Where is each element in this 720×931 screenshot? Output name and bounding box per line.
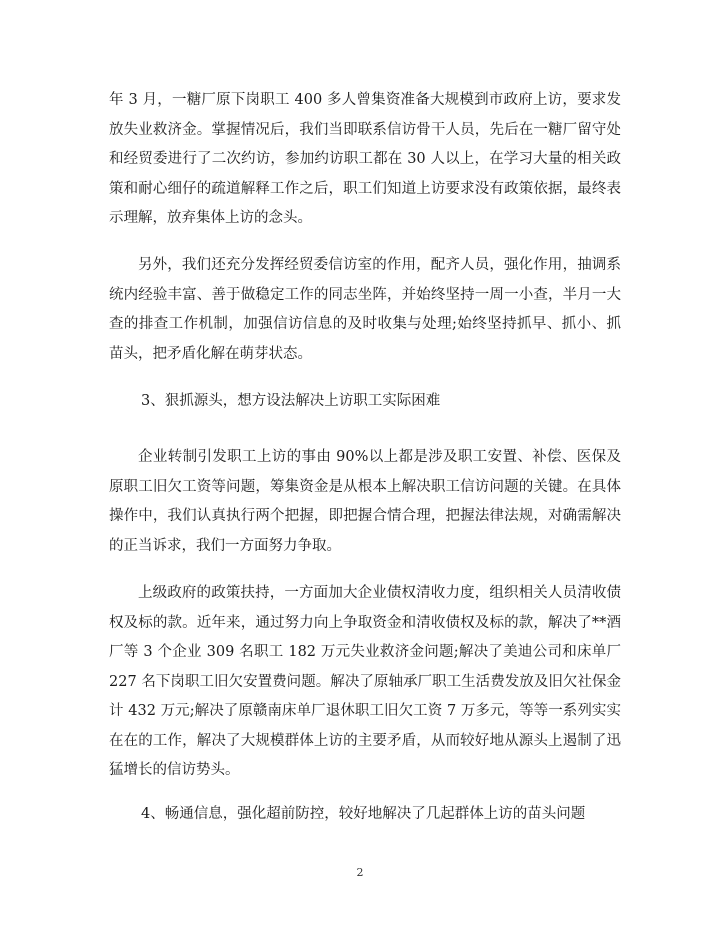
paragraph-4: 上级政府的政策扶持，一方面加大企业债权清收力度，组织相关人员清收债权及标的款。近年来，通过努力向上争取资金和清收债权及标的款，解决了**酒厂等 3 个企业 309 名职工 182 万元失业救济金问题;解决了美迪公司和床单厂 227 名下岗职工旧欠安置费问题。解决了原轴承厂职工生活费发放及旧欠社保金计 432 万元;解决了原赣南床单厂退休职工旧欠工资 7 万多元，等等一系列实实在在的工作，解决了大规模群体上访的主要矛盾，从而较好地从源头上遏制了迅猛增长的信访势头。 [109, 585, 621, 778]
paragraph-3: 企业转制引发职工上访的事由 90%以上都是涉及职工安置、补偿、医保及原职工旧欠工资等问题，筹集资金是从根本上解决职工信访问题的关键。在具体操作中，我们认真执行两个把握，即把握合情合理，把握法律法规，对确需解决的正当诉求，我们一方面努力争取。 [109, 449, 621, 554]
paragraph-1: 年 3 月，一糖厂原下岗职工 400 多人曾集资准备大规模到市政府上访，要求发放失业救济金。掌握情况后，我们当即联系信访骨干人员，先后在一糖厂留守处和经贸委进行了二次约访，参加约访职工都在 30 人以上，在学习大量的相关政策和耐心细仔的疏道解释工作之后，职工们知道上访要求没有政策依据，最终表示理解，放弃集体上访的念头。 [109, 92, 621, 226]
section-heading-4: 4、畅通信息，强化超前防控，较好地解决了几起群体上访的苗头问题 [141, 806, 586, 822]
page-number: 2 [356, 866, 364, 879]
section-heading-3: 3、狠抓源头，想方设法解决上访职工实际困难 [141, 393, 441, 409]
paragraph-2: 另外，我们还充分发挥经贸委信访室的作用，配齐人员，强化作用，抽调系统内经验丰富、善于做稳定工作的同志坐阵，并始终坚持一周一小查，半月一大查的排查工作机制，加强信访信息的及时收集与处理;始终坚持抓早、抓小、抓苗头，把矛盾化解在萌芽状态。 [109, 257, 621, 362]
